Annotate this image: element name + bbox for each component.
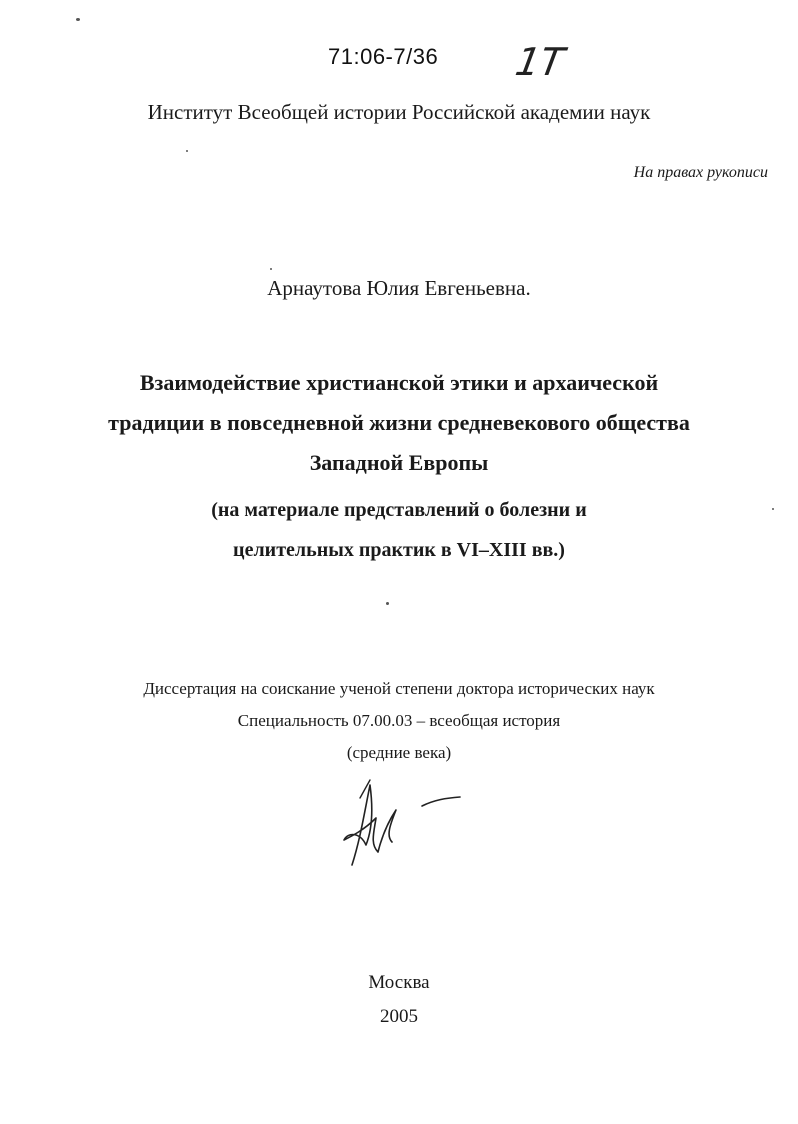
scan-speck <box>772 508 774 510</box>
institute-name: Институт Всеобщей истории Российской академии наук <box>147 100 651 124</box>
author-name: Арнаутова Юлия Евгеньевна. <box>267 276 531 300</box>
subtitle-line: целительных практик в VI–XIII вв.) <box>233 539 565 561</box>
dissertation-subtitle <box>60 490 738 570</box>
specialty-statement: Специальность 07.00.03 – всеобщая история <box>237 711 561 730</box>
scan-speck <box>76 18 80 21</box>
year: 2005 <box>380 1006 418 1027</box>
dissertation-title <box>60 363 738 483</box>
manuscript-note: На правах рукописи <box>633 164 768 181</box>
title-line: Западной Европы <box>309 450 489 475</box>
city: Москва <box>368 972 430 993</box>
scan-speck <box>386 602 389 605</box>
title-line: Взаимодействие христианской этики и архаической <box>139 370 659 395</box>
scan-speck <box>186 150 188 152</box>
period-statement: (средние века) <box>346 743 452 762</box>
degree-statement: Диссертация на соискание ученой степени доктора исторических наук <box>143 679 655 698</box>
handwritten-mark: 1T <box>512 40 568 84</box>
signature <box>330 770 470 870</box>
title-line: традиции в повседневной жизни средневекового общества <box>108 410 690 435</box>
scan-speck <box>270 268 272 270</box>
archive-code: 71:06-7/36 <box>328 44 439 69</box>
subtitle-line: (на материале представлений о болезни и <box>211 499 587 521</box>
